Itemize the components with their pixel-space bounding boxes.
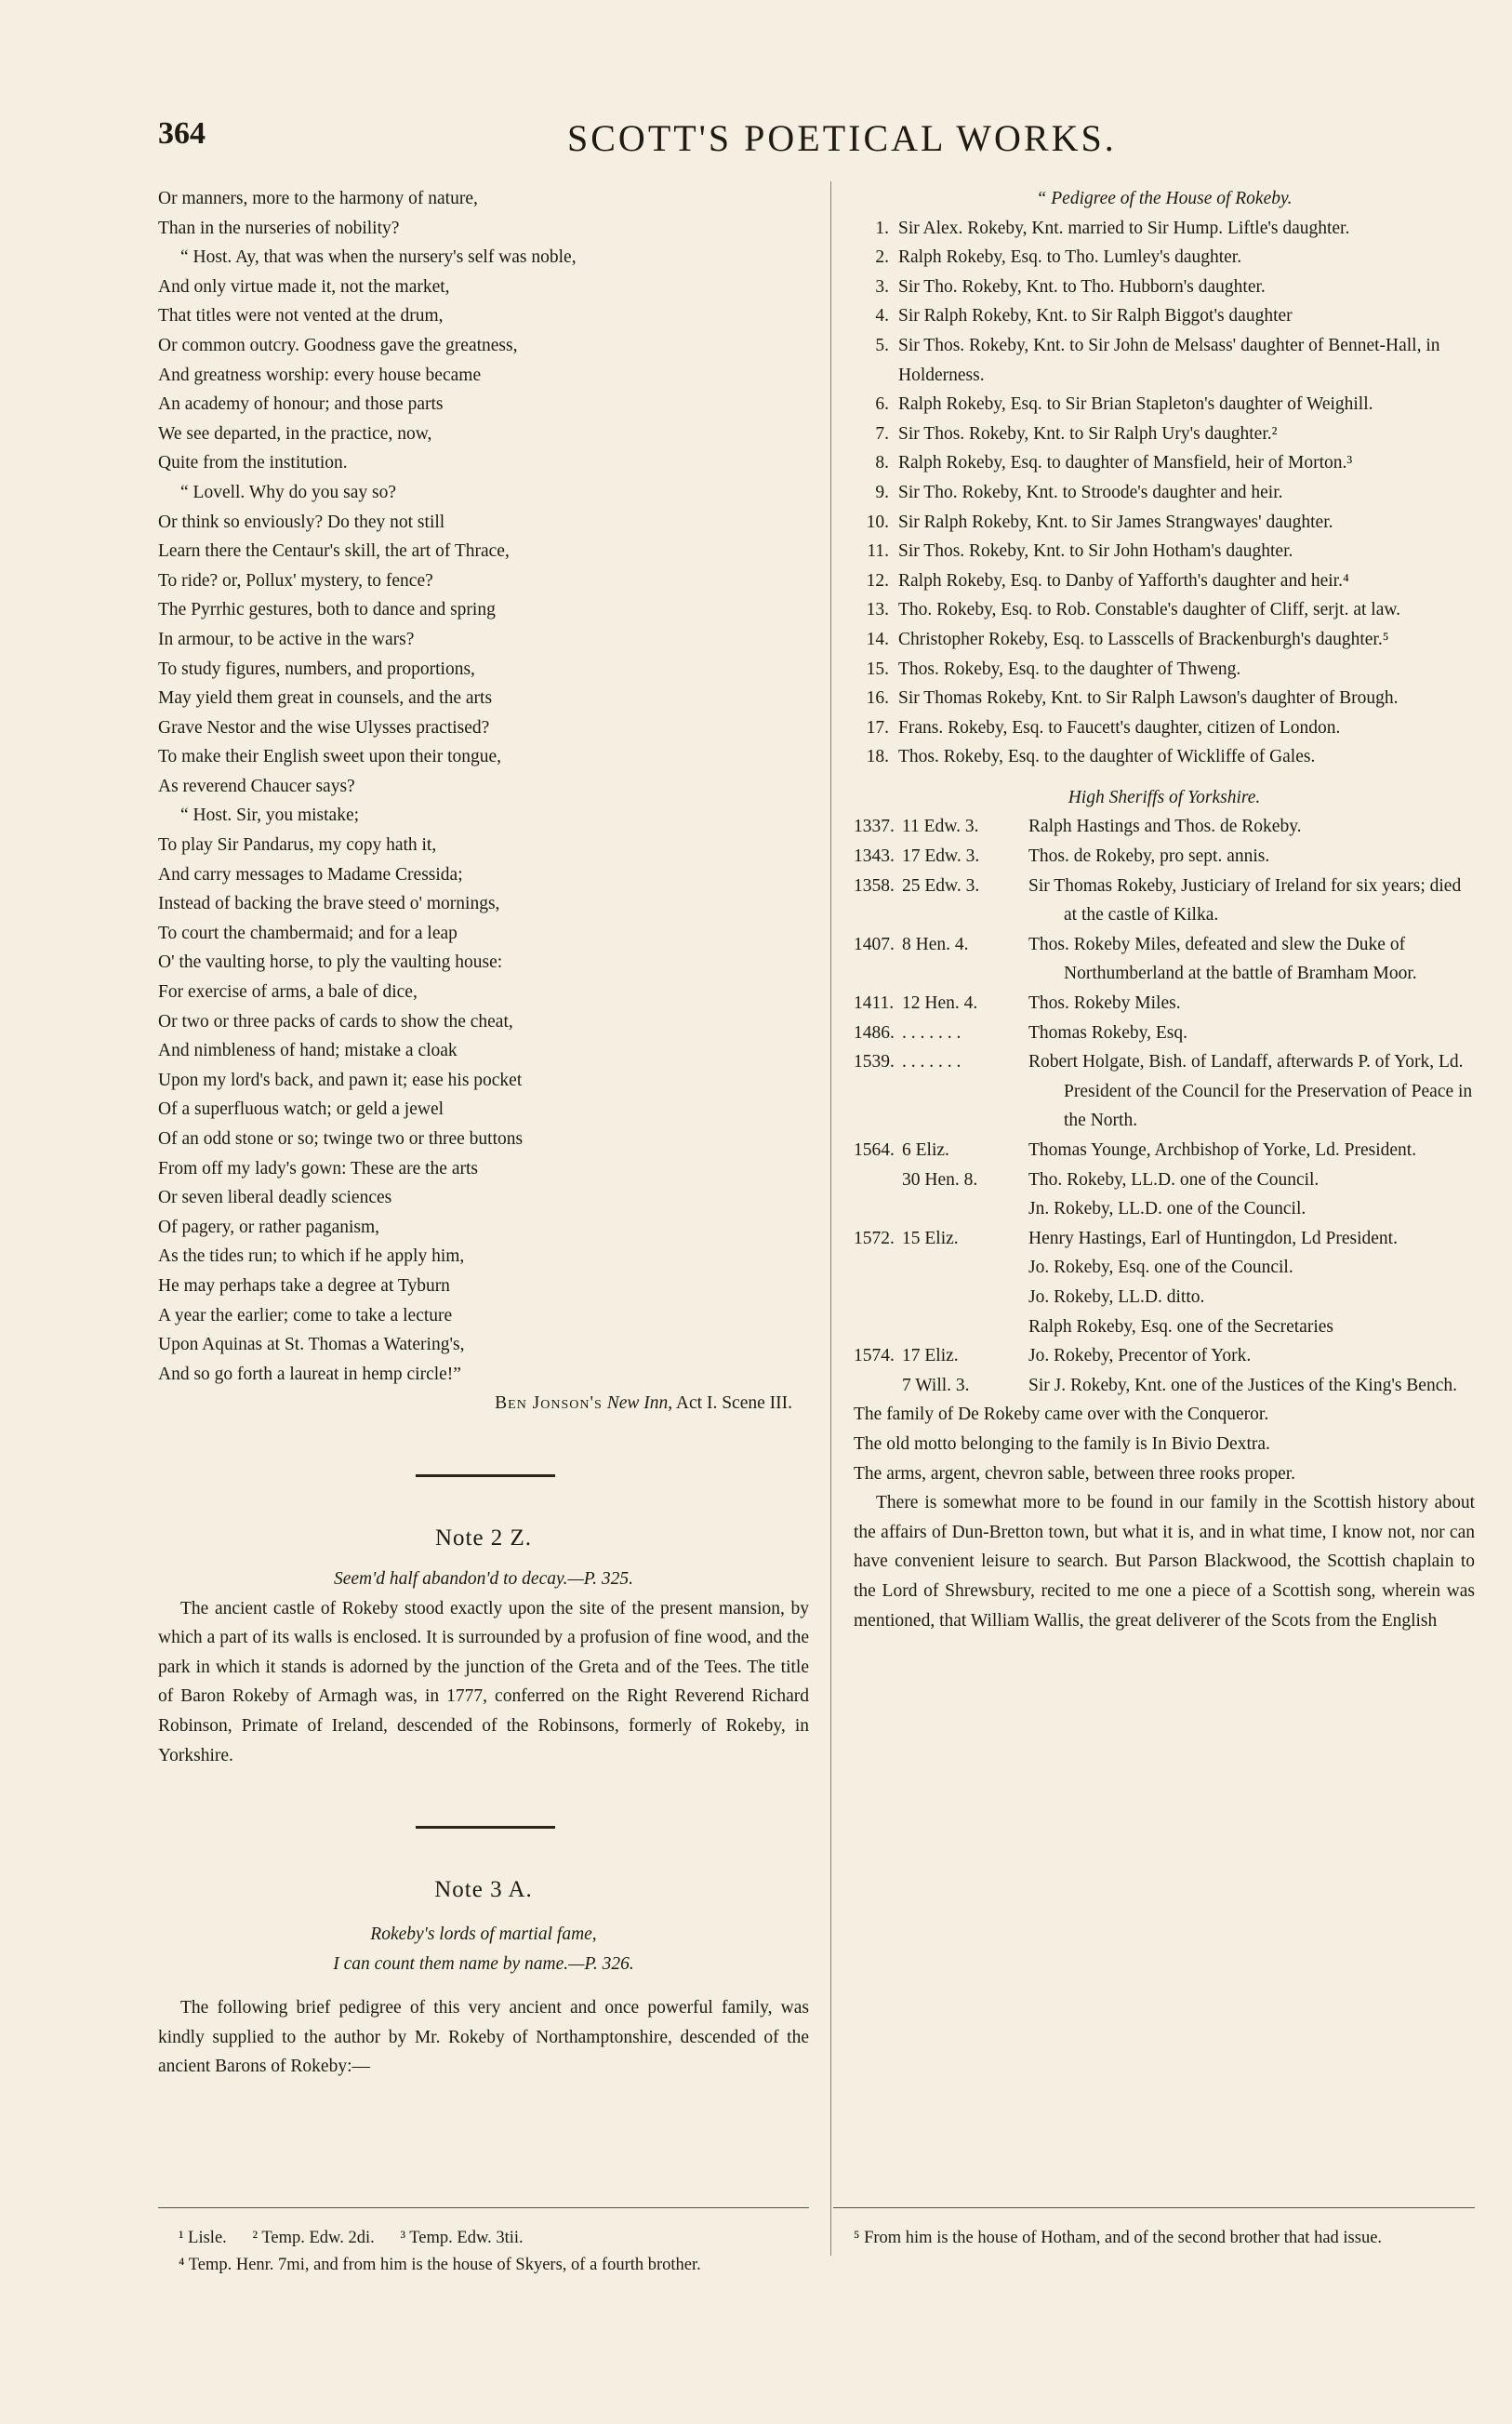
page-number: 364: [158, 116, 206, 151]
pedigree-text: Ralph Rokeby, Esq. to Sir Brian Stapleton's daughter of Weighill.: [898, 394, 1373, 415]
sheriff-reign: 25 Edw. 3.: [902, 875, 980, 896]
pedigree-text: Sir Thos. Rokeby, Knt. to Sir John de Melsass' daughter of Bennet-Hall, in Holderness.: [898, 335, 1440, 385]
pedigree-list: [854, 214, 1475, 772]
sheriff-year: [854, 1194, 902, 1224]
pedigree-number: 1.: [875, 218, 889, 238]
pedigree-text: Sir Thos. Rokeby, Knt. to Sir Ralph Ury's daughter.²: [898, 423, 1278, 444]
closing-line: The family of De Rokeby came over with the Conqueror.: [854, 1405, 1269, 1425]
pedigree-item: [854, 566, 1475, 596]
note-3a-ref-line: I can count them name by name.—P. 326.: [333, 1953, 634, 1974]
pedigree-item: [854, 537, 1475, 566]
column-divider: [830, 181, 831, 2256]
sheriff-year: 1411.: [854, 993, 895, 1014]
closing-lines: [854, 1400, 1475, 1488]
pedigree-number: 10.: [866, 512, 889, 532]
sheriff-row: [854, 1136, 1475, 1165]
attribution-place: Act I. Scene III.: [675, 1393, 792, 1414]
sheriff-reign: 12 Hen. 4.: [902, 993, 978, 1014]
sheriff-row: [854, 1194, 1475, 1224]
verse-line: Learn there the Centaur's skill, the art of Thrace,: [158, 541, 510, 562]
verse-line: Upon my lord's back, and pawn it; ease his pocket: [158, 1070, 523, 1090]
pedigree-number: 17.: [866, 717, 889, 738]
sheriff-text: Sir Thomas Rokeby, Justiciary of Ireland for six years; died at the castle of Kilka.: [1028, 875, 1462, 926]
pedigree-text: Sir Ralph Rokeby, Knt. to Sir James Strangwayes' daughter.: [898, 512, 1333, 532]
verse-line: Instead of backing the brave steed o' mornings,: [158, 894, 500, 914]
sheriff-row: [854, 930, 1475, 989]
sheriff-row: [854, 1165, 1475, 1195]
running-head: [158, 116, 1497, 163]
sheriff-row: [854, 842, 1475, 872]
sheriff-reign: . . . . . . .: [902, 1022, 962, 1043]
sheriff-text: Thos. Rokeby Miles.: [1028, 993, 1181, 1014]
pedigree-number: 12.: [866, 570, 889, 591]
pedigree-text: Thos. Rokeby, Esq. to the daughter of Thweng.: [898, 659, 1241, 679]
sheriff-reign: [902, 1194, 1028, 1224]
verse-line: In armour, to be active in the wars?: [158, 629, 415, 649]
closing-line: The arms, argent, chevron sable, between three rooks proper.: [854, 1463, 1296, 1484]
pedigree-text: Tho. Rokeby, Esq. to Rob. Constable's daughter of Cliff, serjt. at law.: [898, 600, 1401, 620]
sheriff-reign: . . . . . . .: [902, 1052, 962, 1072]
footnote-rule: [158, 2207, 809, 2208]
sheriff-year: 1337.: [854, 817, 895, 837]
sheriff-text: Jo. Rokeby, LL.D. ditto.: [1028, 1286, 1205, 1307]
verse-line: To ride? or, Pollux' mystery, to fence?: [158, 570, 433, 591]
verse-line: Of a superfluous watch; or geld a jewel: [158, 1099, 444, 1120]
verse-line: An academy of honour; and those parts: [158, 394, 444, 415]
pedigree-number: 14.: [866, 629, 889, 649]
verse-line: O' the vaulting horse, to ply the vaulting house:: [158, 952, 503, 973]
footnote-line: ⁴ Temp. Henr. 7mi, and from him is the house of Skyers, of a fourth brother.: [179, 2256, 701, 2274]
verse-line: Or two or three packs of cards to show the cheat,: [158, 1011, 513, 1032]
verse-line: To make their English sweet upon their tongue,: [158, 747, 502, 767]
sheriff-row: [854, 989, 1475, 1019]
sheriff-row: [854, 1224, 1475, 1254]
sheriff-row: [854, 1341, 1475, 1371]
pedigree-number: 7.: [875, 423, 889, 444]
sheriff-year: 1358.: [854, 875, 895, 896]
sheriff-reign: [902, 1312, 1028, 1342]
sheriffs-table: [854, 812, 1475, 1400]
pedigree-number: 6.: [875, 394, 889, 415]
verse-quotation: [158, 184, 809, 1389]
note-2z-body: The ancient castle of Rokeby stood exactly upon the site of the present mansion, by which a part of its walls is enclosed. It is surrounded by a profusion of fine wood, and the park in which it stands is adorned by the junction of the Greta and of the Tees. The title of Baron Rokeby of Armagh was, in 1777, conferred on the Right Reverend Richard Robinson, Primate of Ireland, descended of the Robinsons, formerly of Rokeby, in Yorkshire.: [158, 1598, 809, 1765]
verse-line: The Pyrrhic gestures, both to dance and spring: [158, 600, 496, 620]
pedigree-text: Sir Tho. Rokeby, Knt. to Tho. Hubborn's daughter.: [898, 276, 1266, 297]
verse-line: For exercise of arms, a bale of dice,: [158, 982, 418, 1003]
note-3a-reference: [158, 1920, 809, 1978]
closing-line: The old motto belonging to the family is In Bivio Dextra.: [854, 1433, 1270, 1454]
pedigree-item: [854, 448, 1475, 478]
verse-line: To court the chambermaid; and for a leap: [158, 923, 458, 943]
sheriff-year: [854, 1253, 902, 1283]
pedigree-number: 18.: [866, 747, 889, 767]
sheriff-text: Thos. de Rokeby, pro sept. annis.: [1028, 846, 1270, 867]
sheriff-text: Tho. Rokeby, LL.D. one of the Council.: [1028, 1169, 1320, 1190]
verse-line: To play Sir Pandarus, my copy hath it,: [158, 835, 437, 856]
sheriff-text: Sir J. Rokeby, Knt. one of the Justices of the King's Bench.: [1028, 1375, 1457, 1395]
pedigree-text: Sir Thos. Rokeby, Knt. to Sir John Hotham's daughter.: [898, 541, 1293, 562]
pedigree-number: 16.: [866, 688, 889, 709]
sheriff-text: Henry Hastings, Earl of Huntingdon, Ld President.: [1028, 1228, 1398, 1248]
pedigree-item: [854, 742, 1475, 772]
pedigree-text: Sir Thomas Rokeby, Knt. to Sir Ralph Lawson's daughter of Brough.: [898, 688, 1399, 709]
note-2z-heading: Note 2 Z.: [434, 1525, 533, 1551]
running-title: SCOTT'S POETICAL WORKS.: [567, 117, 1117, 159]
verse-line: To study figures, numbers, and proportions,: [158, 659, 475, 679]
sheriff-year: 1407.: [854, 934, 895, 954]
sheriff-text: Thomas Younge, Archbishop of Yorke, Ld. President.: [1028, 1140, 1417, 1160]
sheriff-year: [854, 1371, 902, 1401]
verse-line: “ Host. Ay, that was when the nursery's self was noble,: [180, 247, 577, 268]
sheriff-row: [854, 1253, 1475, 1283]
pedigree-item: [854, 243, 1475, 273]
pedigree-number: 8.: [875, 453, 889, 473]
sheriff-row: [854, 812, 1475, 842]
verse-line: Quite from the institution.: [158, 453, 348, 473]
verse-line: As the tides run; to which if he apply him,: [158, 1246, 465, 1267]
pedigree-item: [854, 331, 1475, 390]
verse-line: As reverend Chaucer says?: [158, 776, 355, 796]
left-column: [158, 184, 809, 2082]
pedigree-item: [854, 508, 1475, 538]
pedigree-number: 15.: [866, 659, 889, 679]
verse-line: And greatness worship: every house became: [158, 365, 482, 385]
footnote-right: ⁵ From him is the house of Hotham, and of the second brother that had issue.: [854, 2229, 1383, 2247]
attribution-work: New Inn,: [606, 1393, 673, 1414]
pedigree-item: [854, 390, 1475, 420]
verse-line: And nimbleness of hand; mistake a cloak: [158, 1041, 458, 1061]
verse-line: “ Lovell. Why do you say so?: [180, 482, 396, 502]
verse-line: And carry messages to Madame Cressida;: [158, 864, 463, 885]
pedigree-title: “ Pedigree of the House of Rokeby.: [1036, 189, 1293, 208]
verse-attribution: [158, 1389, 792, 1418]
sheriff-text: Robert Holgate, Bish. of Landaff, afterwards P. of York, Ld. President of the Council for the Preservation of Peace in the North.: [1028, 1052, 1473, 1131]
note-2z-reference: Seem'd half abandon'd to decay.—P. 325.: [333, 1568, 634, 1589]
sheriff-row: [854, 1371, 1475, 1401]
pedigree-item: [854, 301, 1475, 331]
sheriff-row: [854, 1047, 1475, 1136]
verse-line: Or manners, more to the harmony of nature,: [158, 189, 478, 208]
verse-line: Than in the nurseries of nobility?: [158, 218, 400, 238]
note-3a-heading: Note 3 A.: [434, 1877, 533, 1903]
pedigree-item: [854, 214, 1475, 244]
sheriff-reign: 11 Edw. 3.: [902, 817, 979, 837]
pedigree-number: 3.: [875, 276, 889, 297]
pedigree-item: [854, 478, 1475, 508]
verse-line: Or seven liberal deadly sciences: [158, 1188, 392, 1208]
verse-line: “ Host. Sir, you mistake;: [180, 806, 360, 826]
pedigree-item: [854, 273, 1475, 302]
pedigree-item: [854, 625, 1475, 655]
sheriff-year: [854, 1312, 902, 1342]
sheriff-row: [854, 1019, 1475, 1048]
sheriff-text: Jo. Rokeby, Esq. one of the Council.: [1028, 1258, 1293, 1278]
pedigree-text: Christopher Rokeby, Esq. to Lasscells of Brackenburgh's daughter.⁵: [898, 629, 1389, 649]
sheriff-reign: 15 Eliz.: [902, 1228, 959, 1248]
pedigree-number: 13.: [866, 600, 889, 620]
pedigree-item: [854, 655, 1475, 685]
right-column: [854, 184, 1475, 1635]
sheriff-row: [854, 1283, 1475, 1312]
pedigree-item: [854, 420, 1475, 449]
verse-line: May yield them great in counsels, and the arts: [158, 688, 493, 709]
verse-line: Upon Aquinas at St. Thomas a Watering's,: [158, 1335, 465, 1355]
note-3a-ref-line: Rokeby's lords of martial fame,: [370, 1925, 597, 1945]
sheriff-year: 1486.: [854, 1022, 895, 1043]
pedigree-text: Ralph Rokeby, Esq. to Danby of Yafforth's daughter and heir.⁴: [898, 570, 1349, 591]
sheriff-reign: 8 Hen. 4.: [902, 934, 969, 954]
sheriff-text: Ralph Hastings and Thos. de Rokeby.: [1028, 817, 1302, 837]
footnote-line: ¹ Lisle. ² Temp. Edw. 2di. ³ Temp. Edw. 3tii.: [179, 2229, 524, 2247]
sheriff-text: Thomas Rokeby, Esq.: [1028, 1022, 1187, 1043]
verse-line: A year the earlier; come to take a lecture: [158, 1305, 453, 1325]
pedigree-text: Ralph Rokeby, Esq. to Tho. Lumley's daughter.: [898, 247, 1242, 268]
pedigree-number: 2.: [875, 247, 889, 268]
footnotes-left: [179, 2225, 820, 2279]
pedigree-text: Frans. Rokeby, Esq. to Faucett's daughter, citizen of London.: [898, 717, 1341, 738]
attribution-author: Ben Jonson's: [495, 1393, 603, 1414]
pedigree-number: 9.: [875, 482, 889, 502]
verse-line: That titles were not vented at the drum,: [158, 306, 444, 326]
pedigree-text: Thos. Rokeby, Esq. to the daughter of Wickliffe of Gales.: [898, 747, 1316, 767]
sheriff-year: 1539.: [854, 1052, 895, 1072]
verse-line: And only virtue made it, not the market,: [158, 276, 450, 297]
verse-line: Of an odd stone or so; twinge two or three buttons: [158, 1129, 524, 1149]
pedigree-item: [854, 713, 1475, 743]
footnote-rule: [833, 2207, 1475, 2208]
sheriff-reign: 6 Eliz.: [902, 1140, 949, 1160]
verse-line: He may perhaps take a degree at Tyburn: [158, 1275, 450, 1296]
pedigree-item: [854, 595, 1475, 625]
verse-line: Of pagery, or rather paganism,: [158, 1217, 380, 1237]
sheriff-row: [854, 1312, 1475, 1342]
verse-line: And so go forth a laureat in hemp circle!”: [158, 1364, 461, 1384]
sheriff-text: Ralph Rokeby, Esq. one of the Secretaries: [1028, 1316, 1333, 1337]
sheriff-reign: [902, 1253, 1028, 1283]
section-divider: [416, 1826, 555, 1829]
sheriff-reign: 7 Will. 3.: [902, 1375, 970, 1395]
verse-line: Or common outcry. Goodness gave the greatness,: [158, 335, 518, 355]
pedigree-text: Ralph Rokeby, Esq. to daughter of Mansfield, heir of Morton.³: [898, 453, 1353, 473]
pedigree-item: [854, 684, 1475, 713]
sheriff-year: [854, 1283, 902, 1312]
sheriff-year: 1574.: [854, 1346, 895, 1366]
sheriff-year: [854, 1165, 902, 1195]
verse-line: Or think so enviously? Do they not still: [158, 512, 445, 532]
pedigree-number: 5.: [875, 335, 889, 355]
pedigree-text: Sir Alex. Rokeby, Knt. married to Sir Hump. Liftle's daughter.: [898, 218, 1350, 238]
sheriff-text: Jn. Rokeby, LL.D. one of the Council.: [1028, 1199, 1306, 1219]
sheriff-row: [854, 872, 1475, 930]
note-3a-body: The following brief pedigree of this very ancient and once powerful family, was kindly supplied to the author by Mr. Rokeby of Northamptonshire, descended of the ancient Barons of Rokeby:—: [158, 1998, 809, 2077]
verse-line: Grave Nestor and the wise Ulysses practised?: [158, 717, 490, 738]
sheriff-year: 1572.: [854, 1228, 895, 1248]
sheriff-reign: 17 Edw. 3.: [902, 846, 980, 867]
sheriff-reign: 30 Hen. 8.: [902, 1169, 978, 1190]
sheriff-reign: 17 Eliz.: [902, 1346, 959, 1366]
sheriff-year: 1564.: [854, 1140, 895, 1160]
pedigree-number: 11.: [867, 541, 889, 562]
verse-line: From off my lady's gown: These are the arts: [158, 1158, 478, 1179]
sheriffs-title: High Sheriffs of Yorkshire.: [1068, 787, 1261, 807]
sheriff-year: 1343.: [854, 846, 895, 867]
pedigree-number: 4.: [875, 306, 889, 326]
sheriff-text: Jo. Rokeby, Precentor of York.: [1028, 1346, 1252, 1366]
pedigree-text: Sir Ralph Rokeby, Knt. to Sir Ralph Biggot's daughter: [898, 306, 1293, 326]
verse-line: We see departed, in the practice, now,: [158, 423, 432, 444]
closing-paragraph: There is somewhat more to be found in our family in the Scottish history about the affairs of Dun-Bretton town, but what it is, and in what time, I know not, nor can have convenient leisure to search. But Parson Blackwood, the Scottish chaplain to the Lord of Shrewsbury, recited to me one a piece of a Scottish song, wherein was mentioned, that William Wallis, the great deliverer of the Scots from the English: [854, 1493, 1475, 1631]
section-divider: [416, 1474, 555, 1477]
sheriff-text: Thos. Rokeby Miles, defeated and slew the Duke of Northumberland at the battle of Bramham Moor.: [1028, 934, 1417, 984]
sheriff-reign: [902, 1283, 1028, 1312]
pedigree-text: Sir Tho. Rokeby, Knt. to Stroode's daughter and heir.: [898, 482, 1283, 502]
